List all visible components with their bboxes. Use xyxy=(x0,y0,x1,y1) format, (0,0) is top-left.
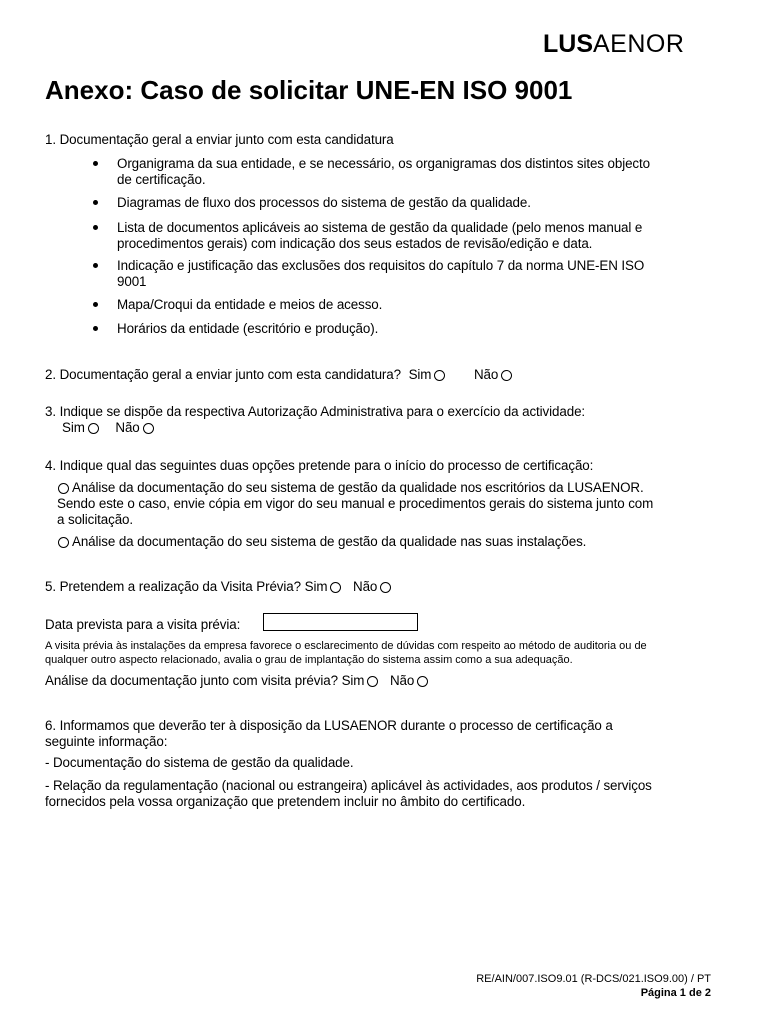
s4-option-1-cont: Sendo este o caso, envie cópia em vigor do seu manual e procedimentos gerais do sistema junto com xyxy=(57,496,654,511)
list-item-cont: procedimentos gerais) com indicação dos seus estados de revisão/edição e data. xyxy=(117,236,593,251)
s3-sim-label: Sim xyxy=(62,420,85,435)
s4-option-2-radio[interactable] xyxy=(58,537,69,548)
section-5-text: 5. Pretendem a realização da Visita Prévia? xyxy=(45,579,301,594)
s5-nao-radio[interactable] xyxy=(380,582,391,593)
page-title: Anexo: Caso de solicitar UNE-EN ISO 9001 xyxy=(45,75,573,105)
section-3-question: 3. Indique se dispõe da respectiva Autorização Administrativa para o exercício da actividade: xyxy=(45,404,586,419)
section-1-heading: 1. Documentação geral a enviar junto com esta candidatura xyxy=(45,132,394,147)
s4-option-1 xyxy=(57,480,644,496)
bullet-icon xyxy=(93,161,98,166)
section-2-text: 2. Documentação geral a enviar junto com esta candidatura? xyxy=(45,367,401,382)
bullet-icon xyxy=(93,200,98,205)
list-item-cont: de certificação. xyxy=(117,172,206,187)
section-6-text: 6. Informamos que deverão ter à disposição da LUSAENOR durante o processo de certificação a xyxy=(45,718,613,733)
section-3-options xyxy=(62,420,157,436)
list-item-cont: 9001 xyxy=(117,274,147,289)
lusaenor-logo xyxy=(543,30,684,58)
analysis-nao-radio[interactable] xyxy=(417,676,428,687)
analysis-nao-label: Não xyxy=(389,673,415,688)
s5-nao-label: Não xyxy=(353,579,378,594)
list-item: Horários da entidade (escritório e produção). xyxy=(117,321,379,336)
list-item: Lista de documentos aplicáveis ao sistema de gestão da qualidade (pelo menos manual e xyxy=(117,220,643,235)
page-number: Página 1 de 2 xyxy=(640,987,711,999)
bullet-icon xyxy=(93,326,98,331)
analysis-question xyxy=(45,673,431,689)
section-6-item-1: - Documentação do sistema de gestão da qualidade. xyxy=(45,755,354,770)
section-5-question xyxy=(45,579,394,595)
s2-nao-label: Não xyxy=(473,367,499,382)
list-item: Indicação e justificação das exclusões dos requisitos do capítulo 7 da norma UNE-EN ISO xyxy=(117,258,645,273)
s3-sim-radio[interactable] xyxy=(88,423,99,434)
logo-part-aenor: AENOR xyxy=(593,30,685,58)
s2-sim-radio[interactable] xyxy=(434,370,445,381)
section-6-item-2: - Relação da regulamentação (nacional ou estrangeira) aplicável às actividades, aos produtos / serviços xyxy=(45,778,652,793)
s3-nao-label: Não xyxy=(115,420,140,435)
s5-sim-radio[interactable] xyxy=(330,582,341,593)
list-item: Organigrama da sua entidade, e se necessário, os organigramas dos distintos sites objecto xyxy=(117,156,650,171)
bullet-icon xyxy=(93,263,98,268)
analysis-sim-label: Sim xyxy=(341,673,365,688)
section-4-question: 4. Indique qual das seguintes duas opções pretende para o início do processo de certificação: xyxy=(45,458,594,473)
s5-sim-label: Sim xyxy=(304,579,328,594)
s4-option-1-cont: a solicitação. xyxy=(57,512,134,527)
list-item: Diagramas de fluxo dos processos do sistema de gestão da qualidade. xyxy=(117,195,531,210)
s4-option-1-radio[interactable] xyxy=(58,483,69,494)
footer xyxy=(476,972,711,1000)
s4-option-2-text: Análise da documentação do seu sistema de gestão da qualidade nas suas instalações. xyxy=(72,534,587,549)
analysis-text: Análise da documentação junto com visita prévia? xyxy=(45,673,338,688)
document-code: RE/AIN/007.ISO9.01 (R-DCS/021.ISO9.00) / PT xyxy=(476,973,711,985)
visit-note-line-2: qualquer outro aspecto relacionado, avalia o grau de implantação do sistema assim como a sua adequação. xyxy=(45,654,573,666)
s2-nao-radio[interactable] xyxy=(501,370,512,381)
list-item: Mapa/Croqui da entidade e meios de acesso. xyxy=(117,297,383,312)
section-2-question xyxy=(45,367,515,383)
bullet-icon xyxy=(93,302,98,307)
s4-option-2 xyxy=(57,534,586,550)
visit-date-input[interactable] xyxy=(263,613,418,631)
visit-date-label: Data prevista para a visita prévia: xyxy=(45,617,241,632)
s3-nao-radio[interactable] xyxy=(143,423,154,434)
analysis-sim-radio[interactable] xyxy=(367,676,378,687)
s4-option-1-text: Análise da documentação do seu sistema de gestão da qualidade nos escritórios da LUSAENOR. xyxy=(72,480,644,495)
logo-part-lus: LUS xyxy=(543,30,593,58)
section-6-text-cont: seguinte informação: xyxy=(45,734,168,749)
s2-sim-label: Sim xyxy=(408,367,432,382)
section-6-item-2-cont: fornecidos pela vossa organização que pretendem incluir no âmbito do certificado. xyxy=(45,794,526,809)
bullet-icon xyxy=(93,225,98,230)
visit-note-line-1: A visita prévia às instalações da empresa favorece o esclarecimento de dúvidas com respeito ao método de auditoria ou de xyxy=(45,640,647,652)
